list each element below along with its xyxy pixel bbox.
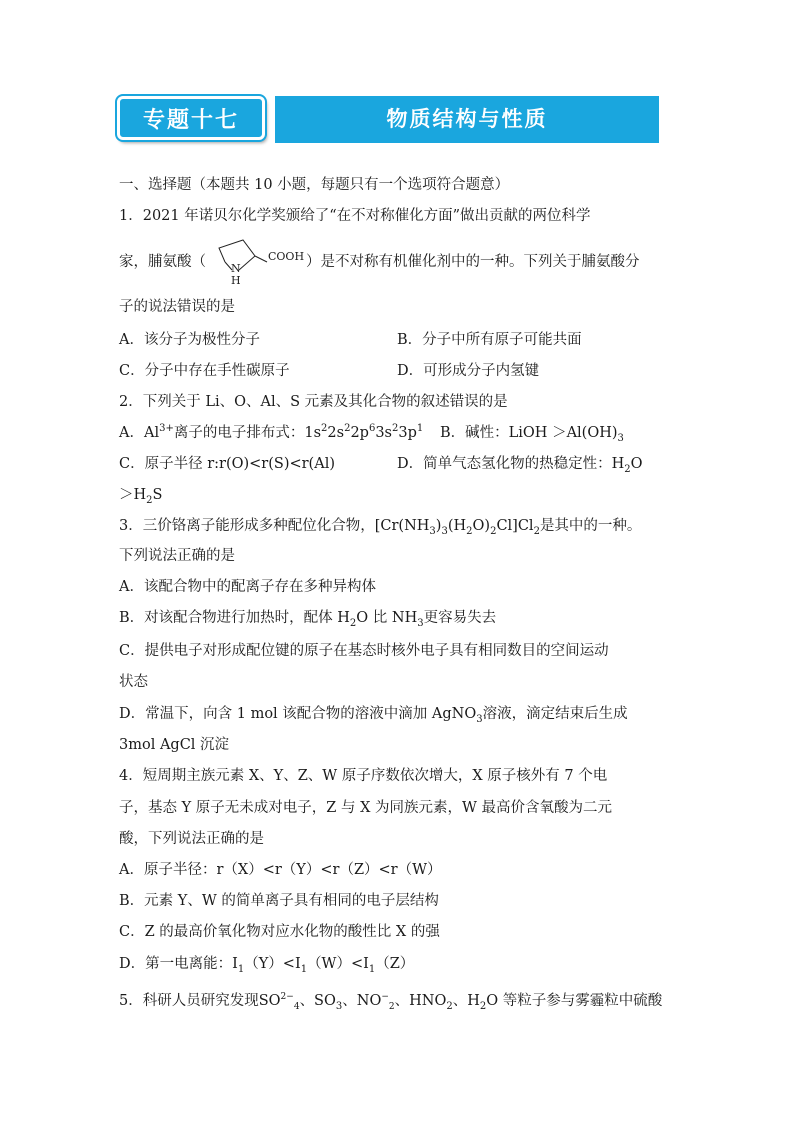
q4-stem-line2: 子，基态 Y 原子无未成对电子，Z 与 X 为同族元素，W 最高价含氧酸为二元 xyxy=(119,800,613,816)
q3-stem-line1: 3．三价铬离子能形成多种配位化合物，$[Cr(NH_3)_3(H_2O)_2Cl]Cl_2$是其中的一种。 xyxy=(119,518,642,537)
q4-option-c: C．Z 的最高价氧化物对应水化物的酸性比 X 的强 xyxy=(119,924,440,940)
q4-option-b: B．元素 Y、W 的简单离子具有相同的电子层结构 xyxy=(119,893,439,909)
q2-option-b: B．碱性：LiOH $>Al(OH)_3$ xyxy=(440,425,624,444)
q4-option-a: A．原子半径：r（X）<r（Y）<r（Z）<r（W） xyxy=(119,862,442,878)
q3-stem-line2: 下列说法正确的是 xyxy=(119,548,235,564)
q4-option-d: D．第一电离能：$I_1(Y)<I_1(W)<I_1(Z)$ xyxy=(119,956,415,975)
topic-tag: 专题十七 xyxy=(117,96,265,140)
q3-option-b: B．对该配合物进行加热时，配体 $H_2O$ 比 $NH_3$更容易失去 xyxy=(119,610,497,629)
q1-stem-line3: 子的说法错误的是 xyxy=(119,299,235,315)
q1-option-d: D．可形成分子内氢键 xyxy=(397,363,540,379)
q4-stem-line3: 酸，下列说法正确的是 xyxy=(119,831,264,847)
q2-stem: 2．下列关于 Li、O、Al、S 元素及其化合物的叙述错误的是 xyxy=(119,394,508,410)
mol-label-n: N xyxy=(231,262,241,275)
q2-option-c: C．原子半径 r:r(O)<r(S)<r(Al) xyxy=(119,456,335,472)
q3-option-d-line2: 3mol AgCl 沉淀 xyxy=(119,737,230,753)
mol-label-cooh: COOH xyxy=(268,250,305,263)
q2-option-d: D．简单气态氢化物的热稳定性：$H_2O$ xyxy=(397,456,643,475)
q3-option-c-line1: C．提供电子对形成配位键的原子在基态时核外电子具有相同数目的空间运动 xyxy=(119,643,609,659)
q1-stem-line1: 1．2021 年诺贝尔化学奖颁给了“在不对称催化方面”做出贡献的两位科学 xyxy=(119,208,591,224)
q1-option-b: B．分子中所有原子可能共面 xyxy=(397,332,582,348)
q3-option-d-line1: D．常温下，向含 1 mol 该配合物的溶液中滴加 AgNO$_3$溶液，滴定结束后生成 xyxy=(119,706,628,725)
proline-structure-figure xyxy=(211,236,321,284)
q1-option-c: C．分子中存在手性碳原子 xyxy=(119,363,290,379)
q1-option-a: A．该分子为极性分子 xyxy=(119,332,260,348)
header-banner xyxy=(117,96,659,143)
mol-label-h: H xyxy=(231,274,241,284)
q3-option-c-line2: 状态 xyxy=(119,674,148,690)
section-heading: 一、选择题（本题共 10 小题，每题只有一个选项符合题意） xyxy=(119,177,510,193)
page-title: 物质结构与性质 xyxy=(275,96,659,143)
q3-option-a: A．该配合物中的配离子存在多种异构体 xyxy=(119,579,376,595)
q4-stem-line1: 4．短周期主族元素 X、Y、Z、W 原子序数依次增大，X 原子核外有 7 个电 xyxy=(119,768,608,784)
q2-option-d-cont: $>H_2S$ xyxy=(119,487,163,506)
q5-stem-line1: 5．科研人员研究发现$SO^{2-}_4$、$SO_3$、$NO^-_2$、$HNO_2$、$H_2O$ 等粒子参与雾霾粒中硫酸 xyxy=(119,992,663,1012)
q2-option-a: A．$Al^{3+}$离子的电子排布式：$1s^22s^22p^63s^23p^1$ xyxy=(119,423,424,441)
q1-stem-line2: 家，脯氨酸（ ）是不对称有机催化剂中的一种。下列关于脯氨酸分 xyxy=(119,254,640,270)
